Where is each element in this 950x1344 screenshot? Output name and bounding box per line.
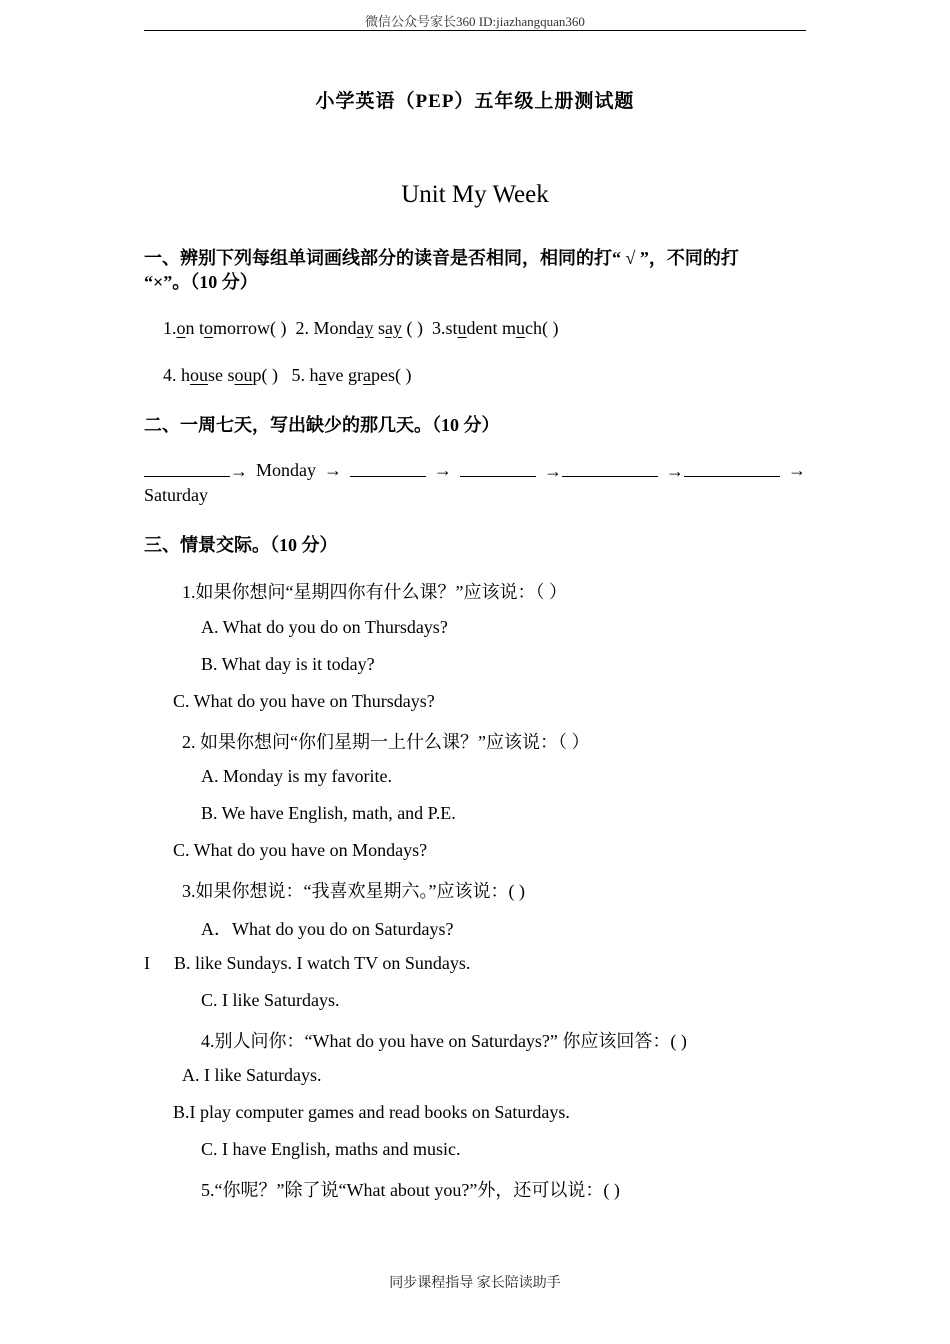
q4-option-a: A. I like Saturdays. [182,1065,322,1085]
q2-option-c: C. What do you have on Mondays? [173,840,428,860]
day-monday: Monday [256,460,316,480]
section2-heading: 二、一周七天，写出缺少的那几天。（10 分） [144,415,500,435]
section1-heading-line2: “×”。（10 分） [144,272,258,292]
q3-stray-mark: I [144,953,150,973]
section3-heading: 三、情景交际。（10 分） [144,535,338,555]
q2-option-a: A. Monday is my favorite. [201,766,392,786]
q5-stem: 5.“你呢？”除了说“What about you?”外，还可以说：( ) [201,1180,620,1200]
weekday-sequence: → Monday → → → → → [144,460,806,482]
section1-row2: 4. house soup( ) 5. have grapes( ) [163,365,412,385]
q4-option-b: B.I play computer games and read books on Saturdays. [173,1102,570,1122]
q3-stem: 3.如果你想说：“我喜欢星期六。”应该说：( ) [182,881,525,901]
section1-heading-line1: 一、辨别下列每组单词画线部分的读音是否相同，相同的打“ √ ”，不同的打 [144,248,739,268]
q1-option-c: C. What do you have on Thursdays? [173,691,435,711]
q1-stem: 1.如果你想问“星期四你有什么课？”应该说：（ ） [182,582,567,602]
q1-option-a: A. What do you do on Thursdays? [201,617,448,637]
q3-option-b: B. like Sundays. I watch TV on Sundays. [174,953,471,973]
day-blank-4[interactable] [562,460,658,477]
q4-stem: 4.别人问你：“What do you have on Saturdays?” 你应该回答：( ) [201,1031,687,1051]
q3-option-c: C. I like Saturdays. [201,990,340,1010]
q3-option-a: A．What do you do on Saturdays? [201,919,454,939]
day-blank-1[interactable] [144,460,230,477]
q1-option-b: B. What day is it today? [201,654,375,674]
section1-row1: 1.on tomorrow( ) 2. Monday say ( ) 3.student much( ) [163,318,559,338]
day-blank-2[interactable] [350,460,426,477]
q2-option-b: B. We have English, math, and P.E. [201,803,456,823]
q4-option-c: C. I have English, maths and music. [201,1139,461,1159]
q2-stem: 2. 如果你想问“你们星期一上什么课？”应该说：（ ） [182,732,590,752]
day-blank-3[interactable] [460,460,536,477]
document-title: 小学英语（PEP）五年级上册测试题 [315,91,635,112]
unit-title: Unit My Week [401,181,549,208]
day-saturday: Saturday [144,485,208,505]
day-blank-5[interactable] [684,460,780,477]
header-divider [144,30,806,31]
page-header: 微信公众号家长360 ID:jiazhangquan360 [365,14,585,29]
page-footer: 同步课程指导 家长陪读助手 [389,1276,561,1291]
